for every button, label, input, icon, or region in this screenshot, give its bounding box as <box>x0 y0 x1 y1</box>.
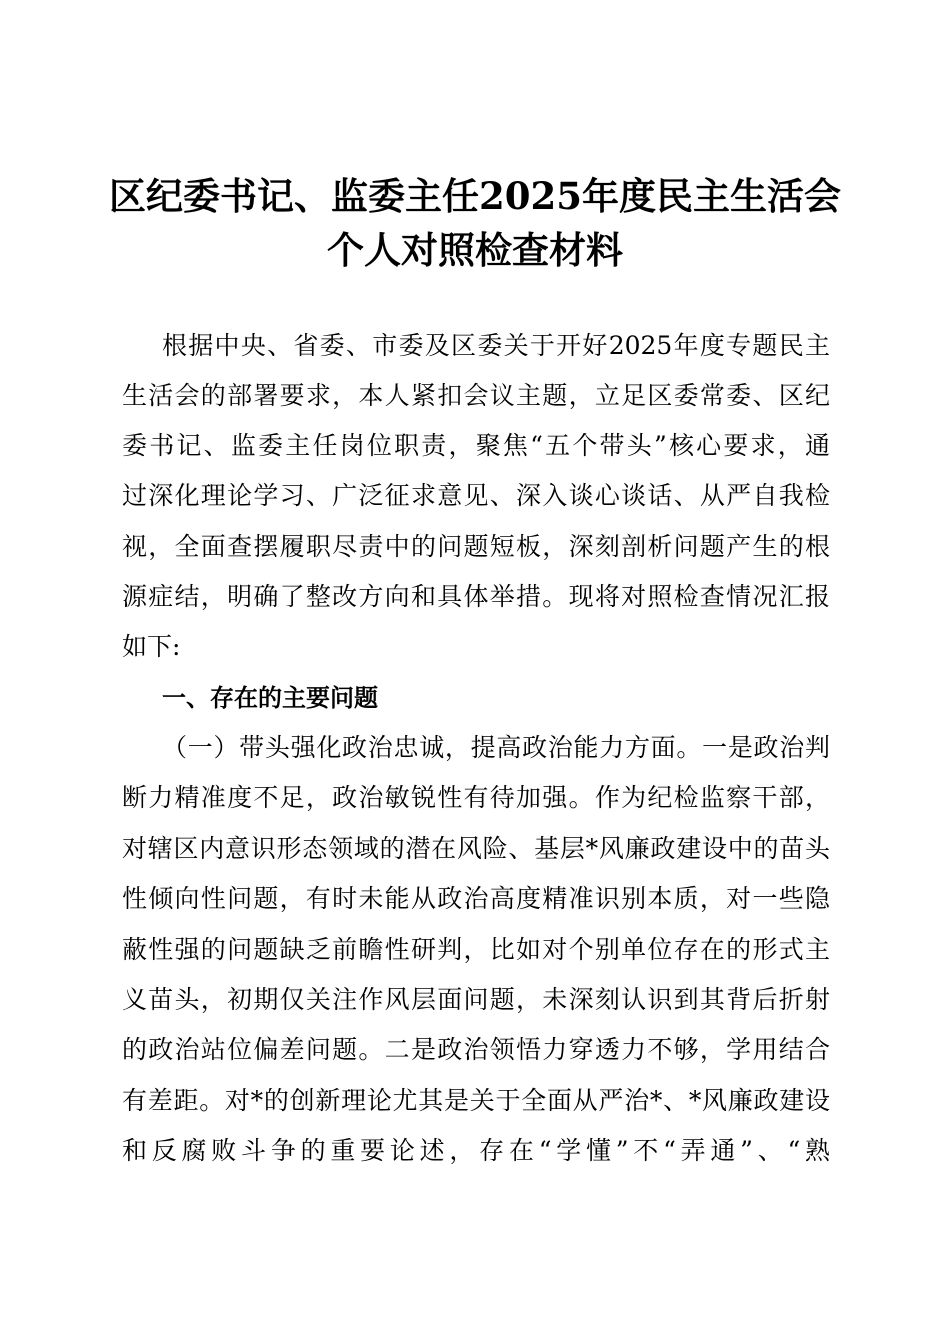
paragraph-line: 过深化理论学习、广泛征求意见、深入谈心谈话、从严自我检 <box>122 481 830 510</box>
paragraph-line: 和反腐败斗争的重要论述，存在“学懂”不“弄通”、“熟 <box>122 1136 830 1165</box>
paragraph-line: 义苗头，初期仅关注作风层面问题，未深刻认识到其背后折射 <box>122 985 830 1014</box>
paragraph-line: 如下: <box>122 632 181 661</box>
paragraph-line: （一）带头强化政治忠诚，提高政治能力方面。一是政治判 <box>162 733 830 762</box>
document-title-line-2: 个人对照检查材料 <box>327 228 623 272</box>
paragraph-line: 视，全面查摆履职尽责中的问题短板，深刻剖析问题产生的根 <box>122 532 830 561</box>
paragraph-line: 委书记、监委主任岗位职责，聚焦“五个带头”核心要求，通 <box>122 431 830 460</box>
paragraph-line: 有差距。对*的创新理论尤其是关于全面从严治*、*风廉政建设 <box>122 1086 830 1115</box>
paragraph-line: 断力精准度不足，政治敏锐性有待加强。作为纪检监察干部， <box>122 783 830 812</box>
paragraph-line: 源症结，明确了整改方向和具体举措。现将对照检查情况汇报 <box>122 582 830 611</box>
document-title-line-1: 区纪委书记、监委主任2025年度民主生活会 <box>109 174 841 218</box>
paragraph-line: 生活会的部署要求，本人紧扣会议主题，立足区委常委、区纪 <box>122 381 830 410</box>
paragraph-line: 蔽性强的问题缺乏前瞻性研判，比如对个别单位存在的形式主 <box>122 935 830 964</box>
paragraph-line: 的政治站位偏差问题。二是政治领悟力穿透力不够，学用结合 <box>122 1035 830 1064</box>
paragraph-line: 根据中央、省委、市委及区委关于开好2025年度专题民主 <box>162 331 830 360</box>
paragraph-line: 性倾向性问题，有时未能从政治高度精准识别本质，对一些隐 <box>122 884 830 913</box>
section-heading: 一、存在的主要问题 <box>162 684 378 712</box>
paragraph-line: 对辖区内意识形态领域的潜在风险、基层*风廉政建设中的苗头 <box>122 834 830 863</box>
